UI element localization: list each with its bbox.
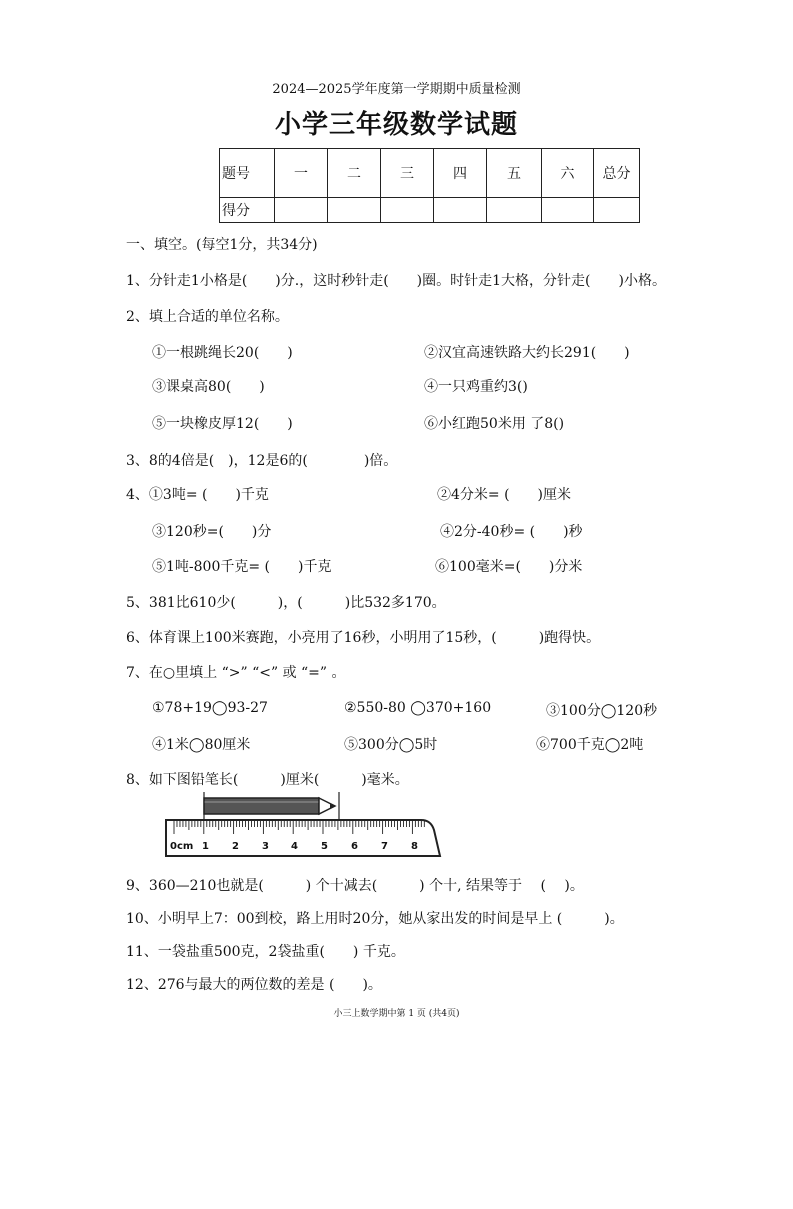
score-cell-label: 题号	[220, 149, 275, 198]
question-11: 11、一袋盐重500克，2袋盐重( ) 千克。	[126, 944, 405, 960]
question-7-item: ⑥700千克◯2吨	[536, 737, 644, 753]
question-8: 8、如下图铅笔长( )厘米( )毫米。	[126, 772, 409, 788]
ruler-label: 0cm	[170, 841, 194, 852]
score-cell-total: 总分	[594, 149, 640, 198]
question-2-item: ⑥小红跑50米用 了8()	[424, 416, 565, 432]
score-input-2[interactable]	[328, 198, 381, 223]
question-2-item: ④一只鸡重约3()	[424, 379, 528, 395]
score-cell-label: 得分	[220, 198, 275, 223]
pencil-icon	[204, 798, 335, 814]
question-12: 12、276与最大的两位数的差是 ( )。	[126, 977, 382, 993]
question-4-item: ⑥100毫米=( )分米	[435, 559, 583, 575]
score-input-1[interactable]	[275, 198, 328, 223]
question-2-item: ②汉宜高速铁路大约长291( )	[424, 345, 630, 361]
ruler-label: 4	[291, 841, 298, 852]
ruler-diagram	[163, 790, 443, 862]
question-4-item: ②4分米= ( )厘米	[437, 487, 572, 503]
score-input-5[interactable]	[487, 198, 542, 223]
question-4-item: 4、①3吨= ( )千克	[126, 487, 269, 503]
question-4-item: ⑤1吨-800千克= ( )千克	[152, 559, 332, 575]
score-input-total[interactable]	[594, 198, 640, 223]
score-table-header-row	[220, 149, 640, 198]
exam-subtitle: 2024—2025学年度第一学期期中质量检测	[272, 82, 521, 97]
question-9: 9、360—210也就是( ) 个十减去( ) 个十, 结果等于 ( )。	[126, 878, 584, 894]
question-7-item: ②550-80 ◯370+160	[344, 700, 492, 716]
ruler-label: 3	[262, 841, 269, 852]
score-table	[219, 148, 640, 223]
question-10: 10、小明早上7：00到校，路上用时20分，她从家出发的时间是早上 ( )。	[126, 911, 624, 927]
score-input-4[interactable]	[434, 198, 487, 223]
ruler-label: 6	[351, 841, 358, 852]
score-cell-5: 五	[487, 149, 542, 198]
score-table-score-row	[220, 198, 640, 223]
score-cell-6: 六	[542, 149, 594, 198]
score-cell-1: 一	[275, 149, 328, 198]
ruler-label: 8	[411, 841, 418, 852]
question-6: 6、体育课上100米赛跑，小亮用了16秒，小明用了15秒，( )跑得快。	[126, 630, 601, 646]
question-7-item: ③100分◯120秒	[546, 703, 658, 719]
question-1: 1、分针走1小格是( )分.，这时秒针走( )圈。时针走1大格，分针走( )小格。	[126, 273, 666, 289]
ruler-label: 7	[381, 841, 388, 852]
question-2-item: ③课桌高80( )	[152, 379, 265, 395]
ruler-label: 1	[202, 841, 209, 852]
page-footer: 小三上数学期中第 1 页 (共4页)	[333, 1009, 460, 1019]
score-cell-3: 三	[381, 149, 434, 198]
question-4-item: ④2分-40秒= ( )秒	[440, 524, 583, 540]
score-input-3[interactable]	[381, 198, 434, 223]
ruler-label: 2	[232, 841, 239, 852]
question-7-item: ⑤300分◯5时	[344, 737, 438, 753]
question-7: 7、在○里填上 “>” “<” 或 “=” 。	[126, 665, 346, 681]
question-2-item: ⑤一块橡皮厚12( )	[152, 416, 293, 432]
question-2-item: ①一根跳绳长20( )	[152, 345, 293, 361]
question-7-item: ①78+19◯93-27	[152, 700, 268, 716]
question-3: 3、8的4倍是( )，12是6的( )倍。	[126, 453, 398, 469]
question-5: 5、381比610少( )，( )比532多170。	[126, 595, 446, 611]
score-cell-2: 二	[328, 149, 381, 198]
question-4-item: ③120秒=( )分	[152, 524, 272, 540]
section-heading: 一、填空。(每空1分，共34分)	[126, 237, 318, 253]
question-7-item: ④1米◯80厘米	[152, 737, 251, 753]
score-cell-4: 四	[434, 149, 487, 198]
exam-title: 小学三年级数学试题	[274, 110, 518, 140]
ruler-figure	[163, 790, 443, 862]
ruler-label: 5	[321, 841, 328, 852]
question-2: 2、填上合适的单位名称。	[126, 309, 289, 325]
score-input-6[interactable]	[542, 198, 594, 223]
